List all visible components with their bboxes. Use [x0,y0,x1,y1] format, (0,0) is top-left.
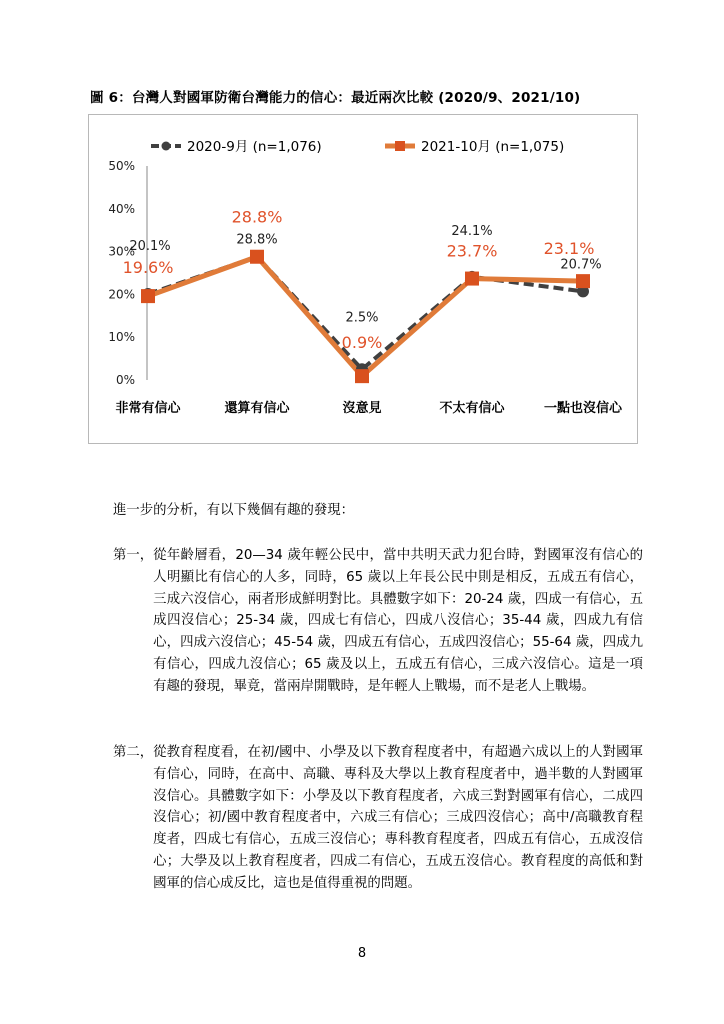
x-category-label: 一點也沒信心 [543,401,623,416]
series-2021-data-label: 0.9% [341,333,383,353]
y-tick-label: 0% [115,373,135,387]
legend-2021-label: 2021-10月 (n=1,075) [421,139,565,155]
finding-second [113,742,643,895]
finding-first-text: 從年齡層看，20—34 歲年輕公民中，當中共明天武力犯台時，對國軍沒有信心的人明顯比有信心的人多，同時，65 歲以上年長公民中則是相反，五成五有信心，三成六沒信心，兩者形成鮮明對比。具體數字如下：20-24 歲，四成一有信心，五成四沒信心；25-34 歲，四成七有信心，四成八沒信心；35-44 歲，四成九有信心，四成六沒信心；45-54 歲，四成五有信心，五成四沒信心；55-64 歲，四成九有信心，四成九沒信心；65 歲及以上，五成五有信心，三成六沒信心。這是一項有趣的發現，畢竟，當兩岸開戰時，是年輕人上戰場，而不是老人上戰場。 [153,548,643,694]
x-category-label: 還算有信心 [224,401,290,416]
series-2020-data-label: 28.8% [236,232,278,248]
series-2021-point [576,274,590,288]
series-2021-data-label: 23.1% [543,239,595,259]
finding-second-text: 從教育程度看，在初/國中、小學及以下教育程度者中，有超過六成以上的人對國軍有信心，同時，在高中、高職、專科及大學以上教育程度者中，過半數的人對國軍沒信心。具體數字如下：小學及以下教育程度者，六成三對對國軍有信心，二成四沒信心；初/國中教育程度者中，六成三有信心；三成四沒信心；高中/高職教育程度者，四成七有信心，五成三沒信心；專科教育程度者，四成五有信心，五成沒信心；大學及以上教育程度者，四成二有信心，五成五沒信心。教育程度的高低和對國軍的信心成反比，這也是值得重視的問題。 [153,745,643,891]
analysis-intro: 進一步的分析，有以下幾個有趣的發現： [113,503,355,518]
page-number: 8 [357,946,367,961]
legend-2021-marker [395,141,405,151]
finding-second-label: 第二， [113,745,154,760]
chart-svg [89,115,637,443]
finding-first [113,545,643,698]
series-2021-data-label: 28.8% [231,207,283,227]
x-category-label: 沒意見 [342,401,382,416]
series-2021-point [250,250,264,264]
legend-2020-label: 2020-9月 (n=1,076) [187,139,322,155]
x-category-label: 非常有信心 [115,401,181,416]
series-2021-data-label: 23.7% [446,241,498,261]
series-2020-data-label: 20.7% [560,257,602,273]
y-tick-label: 30% [108,244,135,259]
legend-2020-marker [162,142,171,151]
figure-title: 圖 6：台灣人對國軍防衛台灣能力的信心：最近兩次比較 (2020/9、2021/10) [90,90,581,106]
line-chart [88,114,638,444]
series-2021-point [465,272,479,286]
series-2021-point [355,369,369,383]
y-tick-label: 10% [108,330,135,345]
finding-first-label: 第一， [113,548,154,563]
series-2021-point [141,289,155,303]
y-tick-label: 50% [108,159,135,173]
series-2020-data-label: 20.1% [129,238,171,254]
series-2021-data-label: 19.6% [122,258,174,278]
series-2020-data-label: 2.5% [345,310,379,326]
series-2020-data-label: 24.1% [451,223,493,239]
x-category-label: 不太有信心 [439,401,505,416]
y-tick-label: 40% [108,201,135,216]
y-tick-label: 20% [108,287,135,302]
